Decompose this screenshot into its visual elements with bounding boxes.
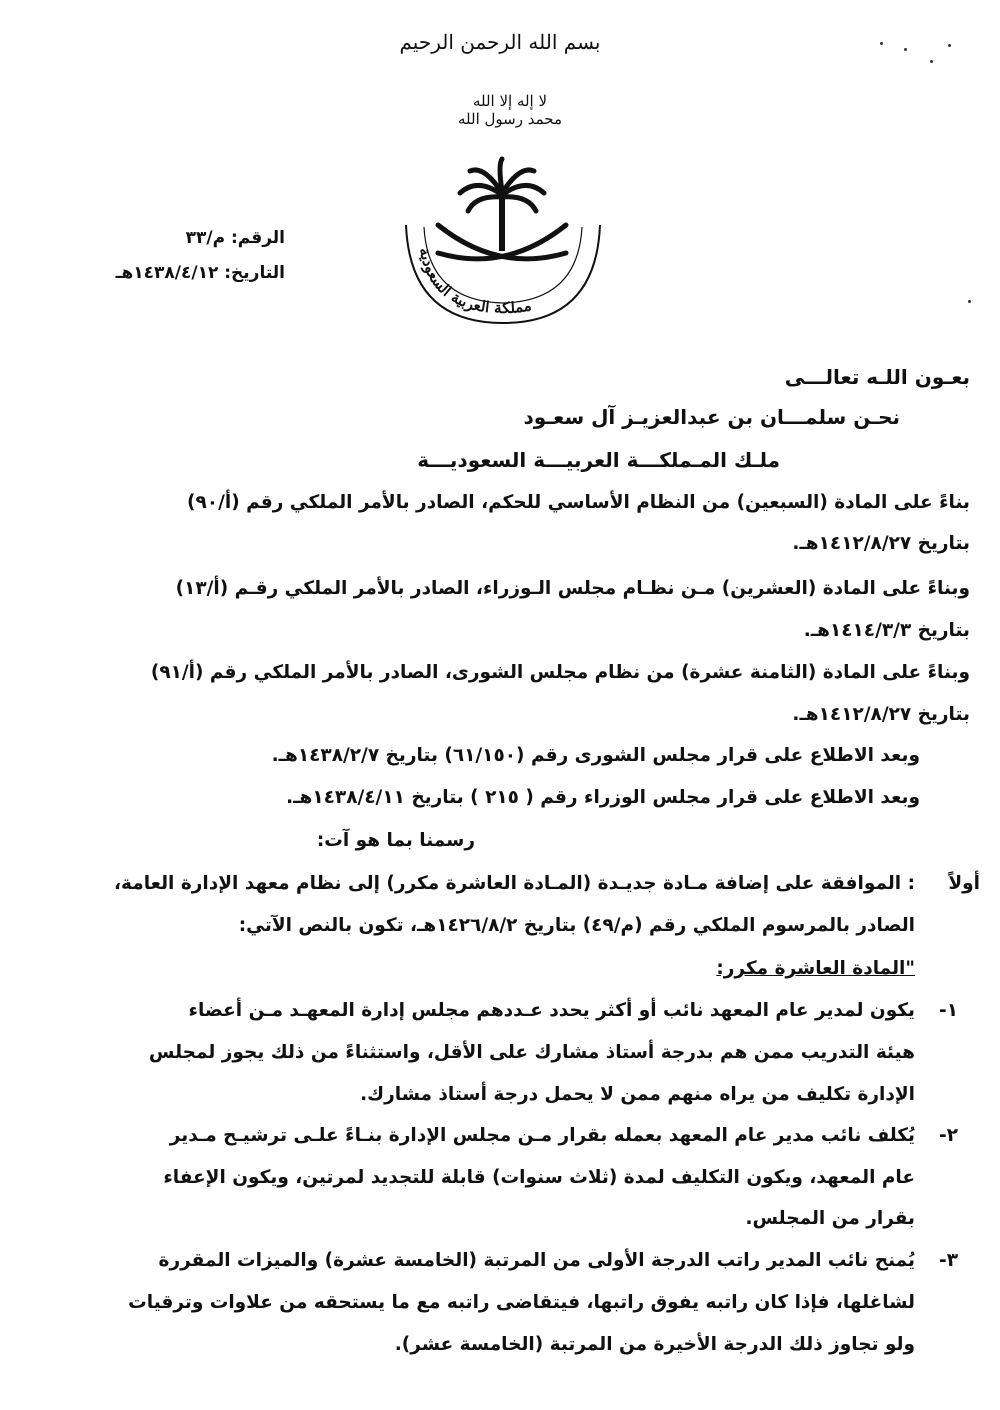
basmala: بسم الله الرحمن الرحيم [399, 30, 601, 54]
clause-2-number: ٢- [939, 1125, 958, 1146]
clause-2-line-2: عام المعهد، ويكون التكليف لمدة (ثلاث سنوات) قابلة للتجديد لمرتين، ويكون الإعفاء [163, 1167, 915, 1188]
preamble-1-line-2: بتاريخ ١٤١٢/٨/٢٧هـ. [792, 533, 970, 554]
decree-intro: رسمنا بما هو آت: [316, 830, 475, 851]
clause-3-number: ٣- [939, 1250, 958, 1271]
article-first-line-1: : الموافقة على إضافة مـادة جديـدة (المـادة العاشرة مكرر) إلى نظام معهد الإدارة العامة، [114, 873, 915, 894]
clause-3-line-2: لشاغلها، فإذا كان راتبه يفوق راتبها، فيتقاضى راتبه مع ما يستحقه من علاوات وترقيات [128, 1292, 915, 1313]
article-first-label: أولاً [948, 873, 980, 894]
clause-3-line-1: يُمنح نائب المدير راتب الدرجة الأولى من المرتبة (الخامسة عشرة) والميزات المقررة [158, 1250, 915, 1271]
preamble-3-line-1: وبناءً على المادة (الثامنة عشرة) من نظام مجلس الشورى، الصادر بالأمر الملكي رقم (أ/٩١) [150, 662, 970, 683]
preamble-1-line-1: بناءً على المادة (السبعين) من النظام الأساسي للحكم، الصادر بالأمر الملكي رقم (أ/٩٠) [187, 492, 970, 513]
clause-2-line-3: بقرار من المجلس. [745, 1208, 915, 1229]
preamble-2-line-1: وبناءً على المادة (العشرين) مـن نظـام مجلس الـوزراء، الصادر بالأمر الملكي رقـم (أ/١٣) [175, 578, 970, 599]
review-line-1: وبعد الاطلاع على قرار مجلس الشورى رقم (٦١/١٥٠) بتاريخ ١٤٣٨/٢/٧هـ. [271, 745, 920, 766]
clause-1-number: ١- [939, 1000, 958, 1021]
clause-2-line-1: يُكلف نائب مدير عام المعهد بعمله بقرار مـن مجلس الإدارة بنـاءً علـى ترشيـح مـدير [169, 1125, 915, 1146]
intro-line-1: بعـون اللـه تعالـــى [784, 365, 970, 389]
saudi-emblem-icon [398, 155, 608, 330]
intro-line-3: ملـك المـملكـــة العربيـــة السعوديـــة [417, 448, 780, 472]
clause-1-line-2: هيئة التدريب ممن هم بدرجة أستاذ مشارك على الأقل، واستثناءً من ذلك يجوز لمجلس [148, 1042, 915, 1063]
clause-1-line-3: الإدارة تكليف من يراه منهم ممن لا يحمل درجة أستاذ مشارك. [360, 1084, 915, 1105]
intro-line-2: نحـن سلمـــان بن عبدالعزيـز آل سعـود [523, 405, 900, 429]
review-line-2: وبعد الاطلاع على قرار مجلس الوزراء رقم ( ٢١٥ ) بتاريخ ١٤٣٨/٤/١١هـ. [286, 787, 920, 808]
shahada-calligraphy: لا إله إلا الله محمد رسول الله [457, 92, 562, 128]
clause-3-line-3: ولو تجاوز ذلك الدرجة الأخيرة من المرتبة (الخامسة عشر). [394, 1334, 915, 1355]
preamble-3-line-2: بتاريخ ١٤١٢/٨/٢٧هـ. [792, 704, 970, 725]
decree-number: الرقم: م/٣٣ [185, 228, 285, 248]
preamble-2-line-2: بتاريخ ١٤١٤/٣/٣هـ. [803, 620, 970, 641]
clause-1-line-1: يكون لمدير عام المعهد نائب أو أكثر يحدد عـددهم مجلس إدارة المعهـد مـن أعضاء [188, 1000, 915, 1021]
article-first-line-2: الصادر بالمرسوم الملكي رقم (م/٤٩) بتاريخ ١٤٢٦/٨/٢هـ، تكون بالنص الآتي: [238, 915, 915, 936]
svg-text:مملكة العربية السعودية: مملكة العربية السعودية [415, 246, 533, 318]
article-title: "المادة العاشرة مكرر: [716, 958, 915, 979]
decree-date: التاريخ: ١٤٣٨/٤/١٢هـ [115, 263, 285, 283]
